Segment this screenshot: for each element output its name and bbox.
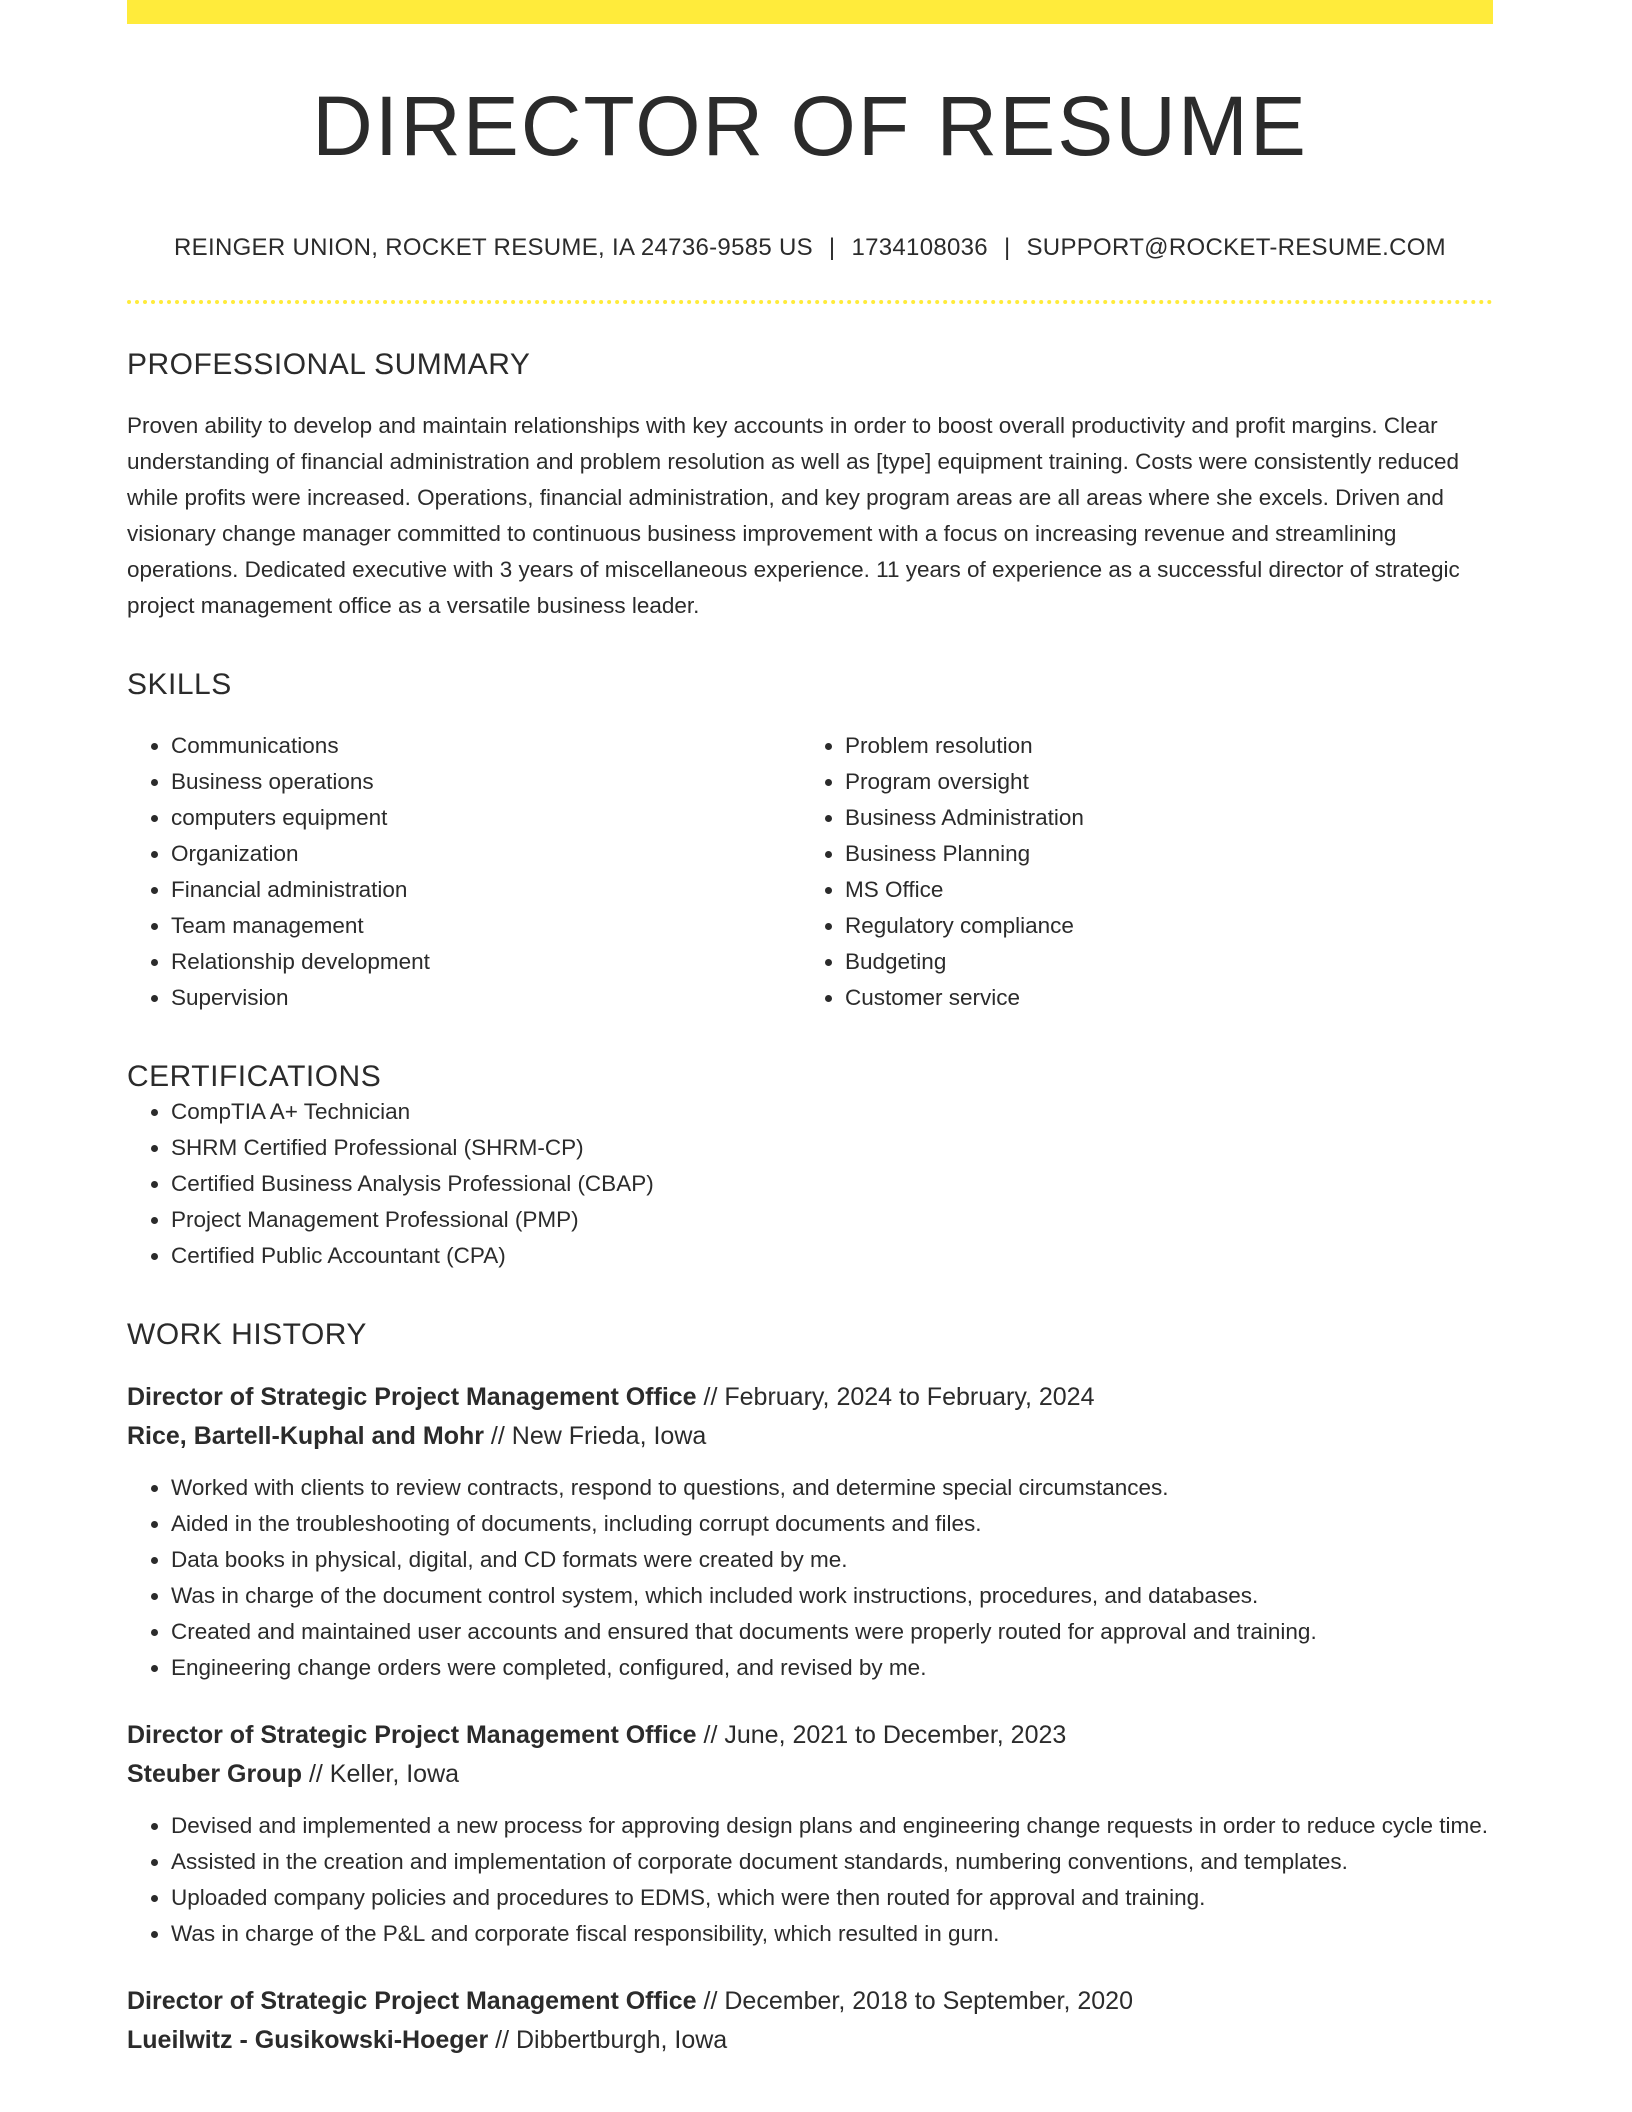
resume-name: DIRECTOR OF RESUME — [312, 79, 1308, 173]
job-bullet: • Uploaded company policies and procedures to EDMS, which were then routed for approval and training. — [171, 1880, 1493, 1916]
skills-grid — [127, 728, 1493, 1016]
dotted-divider — [127, 300, 1493, 304]
job-bullet: • Assisted in the creation and implementation of corporate document standards, numbering conventions, and templates. — [171, 1844, 1493, 1880]
job-bullet-list — [127, 1470, 1493, 1686]
work-history-heading: WORK HISTORY — [127, 1318, 367, 1351]
certification-item: • Certified Public Accountant (CPA) — [171, 1238, 1493, 1274]
contact-separator: | — [828, 234, 836, 261]
accent-top-bar — [127, 0, 1493, 24]
certification-item: • SHRM Certified Professional (SHRM-CP) — [171, 1130, 1493, 1166]
skill-item: • Problem resolution — [845, 728, 1493, 764]
job-location: // New Frieda, Iowa — [483, 1422, 707, 1450]
job-dates: // June, 2021 to December, 2023 — [696, 1721, 1067, 1749]
skill-item: • Budgeting — [845, 944, 1493, 980]
skill-item: • Organization — [171, 836, 801, 872]
job-title-line — [127, 1378, 1493, 1417]
job-bullet-list — [127, 1808, 1493, 1952]
job-bullet: • Devised and implemented a new process for approving design plans and engineering change requests in order to reduce cycle time. — [171, 1808, 1493, 1844]
skill-item: • Team management — [171, 908, 801, 944]
job-bullet: • Aided in the troubleshooting of documents, including corrupt documents and files. — [171, 1506, 1493, 1542]
job-company-line — [127, 2021, 1493, 2060]
job-location: // Dibbertburgh, Iowa — [488, 2026, 728, 2054]
job-company: Rice, Bartell-Kuphal and Mohr — [127, 1422, 484, 1450]
skill-item: • Customer service — [845, 980, 1493, 1016]
certification-item: • Project Management Professional (PMP) — [171, 1202, 1493, 1238]
job-role: Director of Strategic Project Management Office — [127, 1383, 697, 1411]
skill-item: • Regulatory compliance — [845, 908, 1493, 944]
job-title-line — [127, 1982, 1493, 2021]
contact-separator: | — [1003, 234, 1011, 261]
job-entry — [127, 1378, 1493, 1686]
certifications-list — [127, 1094, 1493, 1274]
certification-item: • CompTIA A+ Technician — [171, 1094, 1493, 1130]
job-bullet: • Was in charge of the document control system, which included work instructions, procedures, and databases. — [171, 1578, 1493, 1614]
job-title-line — [127, 1716, 1493, 1755]
skill-item: • Financial administration — [171, 872, 801, 908]
job-company-line — [127, 1755, 1493, 1794]
skills-list-right — [801, 728, 1493, 1016]
skills-heading: SKILLS — [127, 668, 232, 701]
resume-page — [127, 0, 1493, 2060]
skill-item: • Relationship development — [171, 944, 801, 980]
skill-item: • Business operations — [171, 764, 801, 800]
certifications-heading: CERTIFICATIONS — [127, 1060, 382, 1093]
skill-item: • Business Administration — [845, 800, 1493, 836]
certification-item: • Certified Business Analysis Professional (CBAP) — [171, 1166, 1493, 1202]
skill-item: • MS Office — [845, 872, 1493, 908]
job-location: // Keller, Iowa — [302, 1760, 460, 1788]
job-role: Director of Strategic Project Management Office — [127, 1721, 697, 1749]
skill-item: • Program oversight — [845, 764, 1493, 800]
skill-item: • Supervision — [171, 980, 801, 1016]
job-dates: // December, 2018 to September, 2020 — [696, 1987, 1133, 2015]
job-company-line — [127, 1417, 1493, 1456]
job-bullet: • Was in charge of the P&L and corporate fiscal responsibility, which resulted in gurn. — [171, 1916, 1493, 1952]
skill-item: • computers equipment — [171, 800, 801, 836]
contact-line — [127, 234, 1493, 262]
job-bullet: • Engineering change orders were completed, configured, and revised by me. — [171, 1650, 1493, 1686]
job-role: Director of Strategic Project Management Office — [127, 1987, 697, 2015]
summary-heading: PROFESSIONAL SUMMARY — [127, 348, 531, 381]
job-dates: // February, 2024 to February, 2024 — [696, 1383, 1095, 1411]
contact-phone: 1734108036 — [851, 234, 988, 261]
summary-text: Proven ability to develop and maintain relationships with key accounts in order to boost overall productivity and profit margins. Clear understanding of financial administration and problem resolution as well as [type] equipment training. Costs were consistently reduced while profits were increased. Operations, financial administration, and key program areas are all areas where she excels. Driven and visionary change manager committed to continuous business improvement with a focus on increasing revenue and streamlining operations. Dedicated executive with 3 years of miscellaneous experience. 11 years of experience as a successful director of strategic project management office as a versatile business leader. — [127, 413, 1460, 618]
skill-item: • Business Planning — [845, 836, 1493, 872]
work-history-list — [127, 1378, 1493, 2060]
job-entry — [127, 1982, 1493, 2060]
contact-email: SUPPORT@ROCKET-RESUME.COM — [1026, 234, 1446, 261]
job-bullet: • Created and maintained user accounts and ensured that documents were properly routed for approval and training. — [171, 1614, 1493, 1650]
job-bullet: • Data books in physical, digital, and CD formats were created by me. — [171, 1542, 1493, 1578]
contact-address: REINGER UNION, ROCKET RESUME, IA 24736-9585 US — [174, 234, 813, 261]
skill-item: • Communications — [171, 728, 801, 764]
skills-list-left — [127, 728, 801, 1016]
job-entry — [127, 1716, 1493, 1952]
job-company: Lueilwitz - Gusikowski-Hoeger — [127, 2026, 489, 2054]
job-company: Steuber Group — [127, 1760, 303, 1788]
job-bullet: • Worked with clients to review contracts, respond to questions, and determine special circumstances. — [171, 1470, 1493, 1506]
